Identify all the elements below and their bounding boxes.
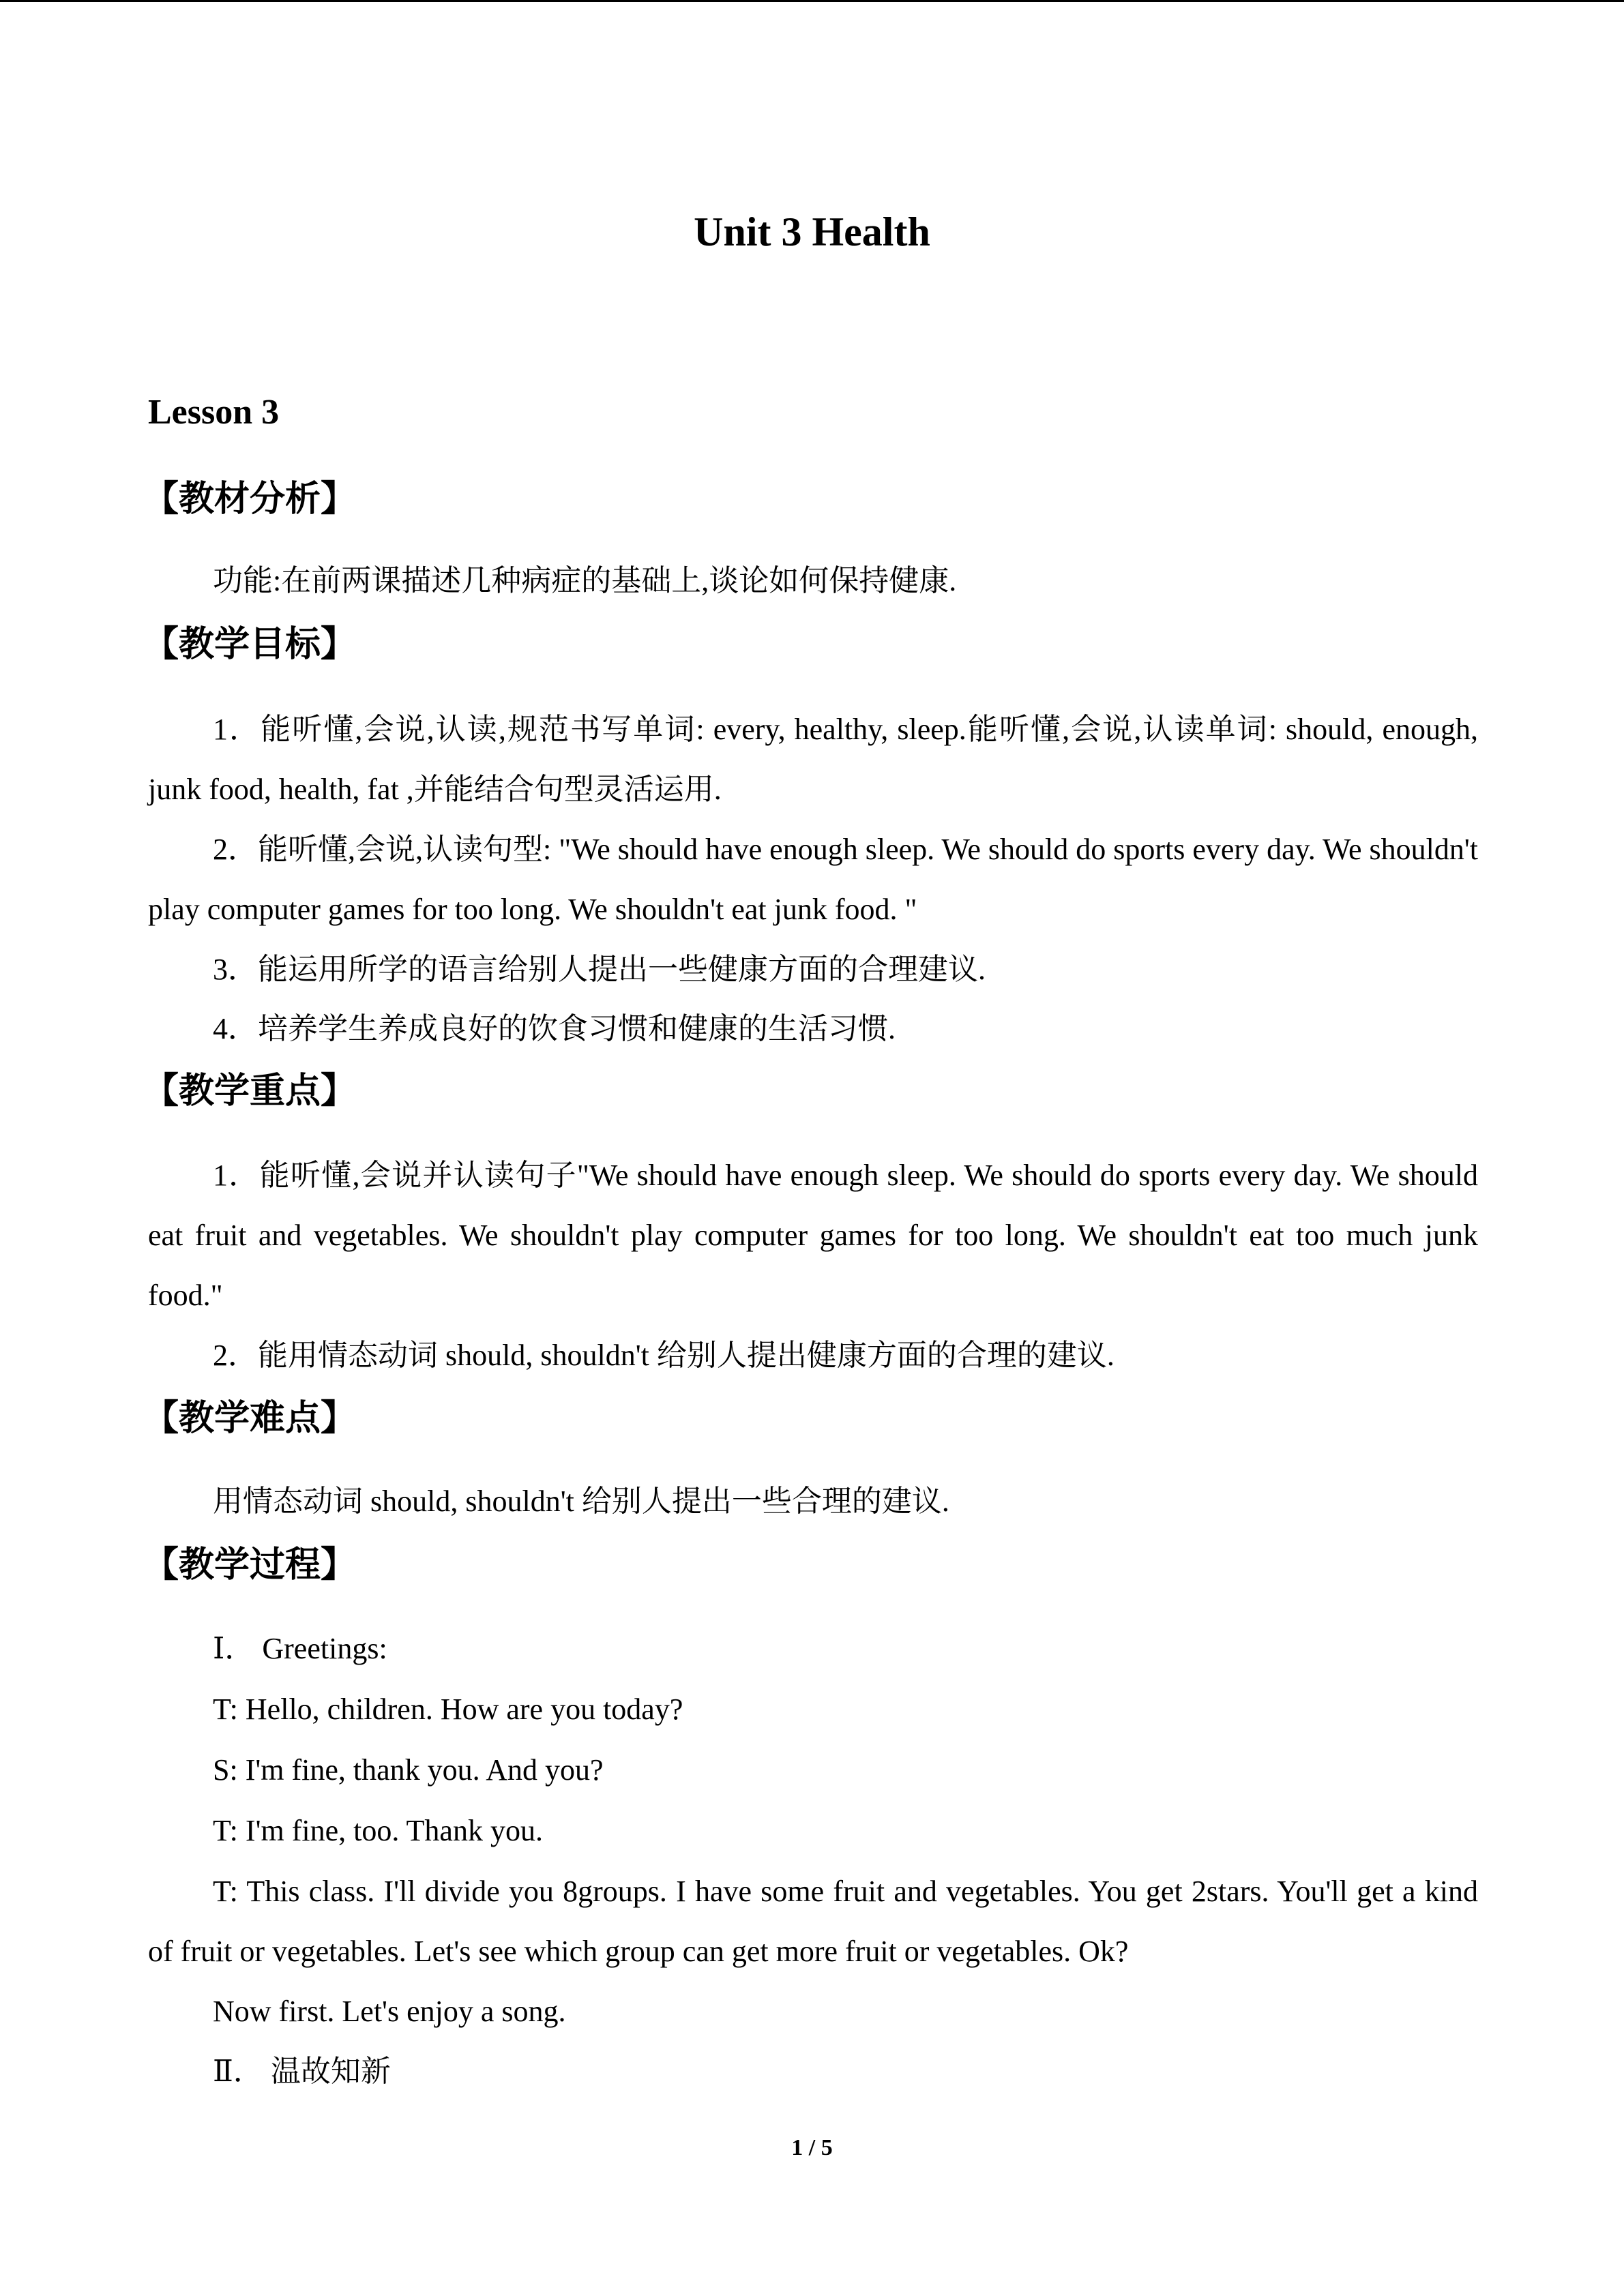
song-line: Now first. Let's enjoy a song. — [213, 1995, 566, 2028]
difficulties-text: 用情态动词 should, shouldn't 给别人提出一些合理的建议. — [213, 1485, 949, 1518]
page-title: Unit 3 Health — [694, 209, 930, 254]
section-heading-process: 【教学过程】 — [143, 1545, 357, 1585]
page-number: 1 / 5 — [791, 2135, 833, 2160]
lesson-heading: Lesson 3 — [148, 393, 280, 432]
section-heading-difficulties: 【教学难点】 — [143, 1398, 357, 1439]
process-step-review: Ⅱ． 温故知新 — [213, 2055, 391, 2088]
key-point-item-2: 2．能用情态动词 should, shouldn't 给别人提出健康方面的合理的建议. — [213, 1339, 1114, 1372]
key-point-item-1: 1．能听懂,会说并认读句子"We should have enough sleep. We should do sports every day. We should eat fruit and vegetables. We shouldn't play computer games for too long. We shouldn't eat too much junk food." — [148, 1159, 1478, 1312]
section-heading-key-points: 【教学重点】 — [143, 1071, 357, 1112]
goal-item-1: 1．能听懂,会说,认读,规范书写单词: every, healthy, sleep.能听懂,会说,认读单词: should, enough, junk food, health, fat ,并能结合句型灵活运用. — [148, 713, 1478, 806]
goal-item-2: 2．能听懂,会说,认读句型: "We should have enough sleep. We should do sports every day. We shouldn't play computer games for too long. We shouldn't eat junk food. " — [148, 833, 1478, 926]
goal-item-4: 4．培养学生养成良好的饮食习惯和健康的生活习惯. — [213, 1012, 896, 1045]
process-step-greetings: Ⅰ． Greetings: — [213, 1632, 387, 1665]
section-heading-analysis: 【教材分析】 — [143, 479, 357, 520]
dialogue-line-1: T: Hello, children. How are you today? — [213, 1693, 683, 1726]
goal-item-3: 3．能运用所学的语言给别人提出一些健康方面的合理建议. — [213, 953, 986, 986]
analysis-text: 功能:在前两课描述几种病症的基础上,谈论如何保持健康. — [213, 564, 957, 597]
section-heading-goals: 【教学目标】 — [143, 624, 357, 665]
dialogue-long-text: T: This class. I'll divide you 8groups. I have some fruit and vegetables. You get 2stars. You'll get a kind of fruit or vegetables. Let's see which group can get more fruit or vegetables. Ok? — [148, 1875, 1478, 1968]
dialogue-line-2: S: I'm fine, thank you. And you? — [213, 1753, 604, 1787]
top-border-line — [0, 0, 1624, 2]
dialogue-line-3: T: I'm fine, too. Thank you. — [213, 1814, 543, 1847]
